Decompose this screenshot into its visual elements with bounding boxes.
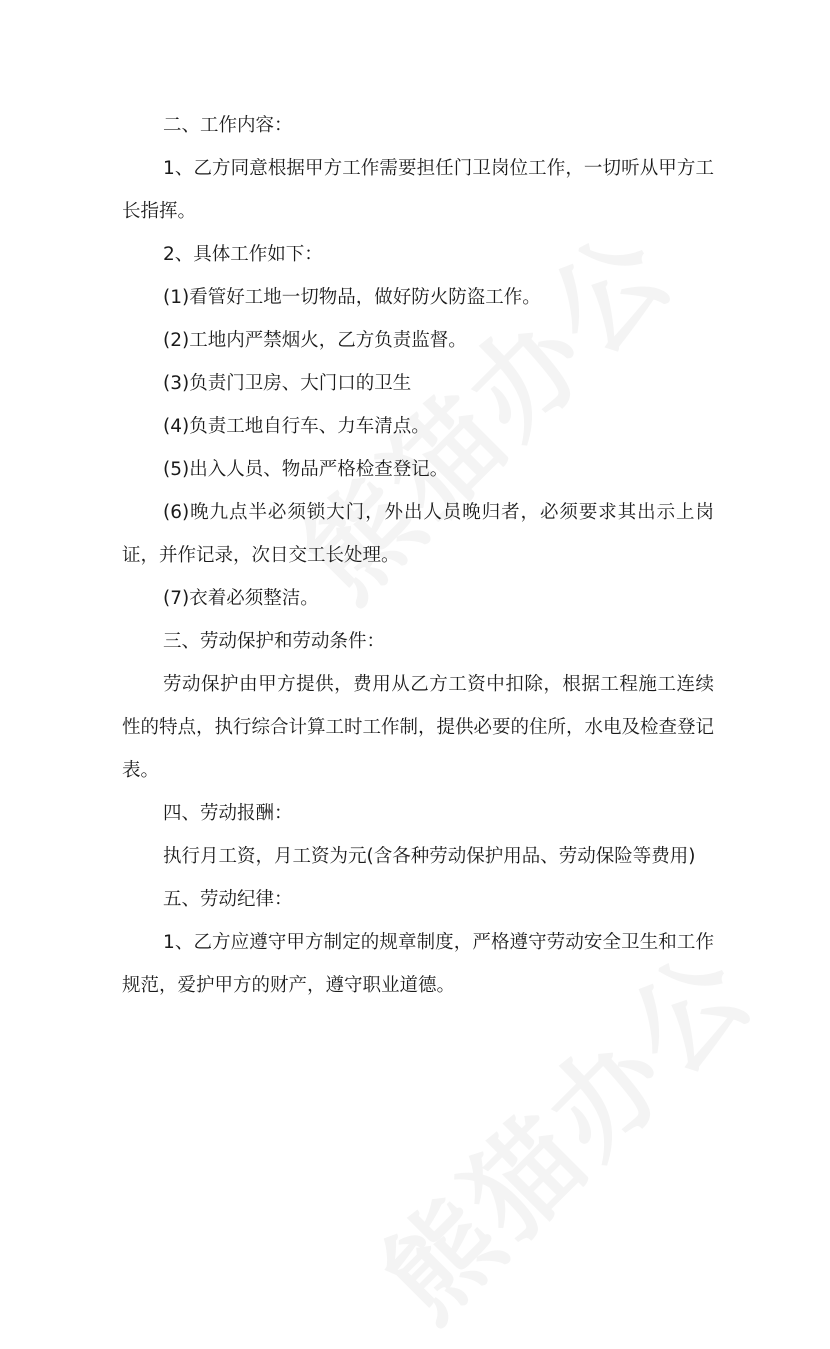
document-body [122,104,714,1007]
section-heading-labor-protection: 三、劳动保护和劳动条件： [163,631,386,652]
paragraph: 1、乙方同意根据甲方工作需要担任门卫岗位工作，一切听从甲方工长指挥。 [122,158,714,222]
list-item: (2)工地内严禁烟火，乙方负责监督。 [163,330,467,351]
list-item: (5)出入人员、物品严格检查登记。 [163,459,449,480]
list-item: (1)看管好工地一切物品，做好防火防盗工作。 [163,287,541,308]
section-heading-labor-discipline: 五、劳动纪律： [163,889,293,910]
section-heading-remuneration: 四、劳动报酬： [163,803,293,824]
paragraph: 2、具体工作如下： [163,244,323,265]
list-item: (4)负责工地自行车、力车清点。 [163,416,430,437]
section-heading-work-content: 二、工作内容： [163,115,293,136]
list-item: (3)负责门卫房、大门口的卫生 [163,373,412,394]
list-item: (6)晚九点半必须锁大门，外出人员晚归者，必须要求其出示上岗证，并作记录，次日交工长处理。 [122,502,714,566]
paragraph: 执行月工资，月工资为元(含各种劳动保护用品、劳动保险等费用) [163,846,696,867]
paragraph: 劳动保护由甲方提供，费用从乙方工资中扣除，根据工程施工连续性的特点，执行综合计算工时工作制，提供必要的住所，水电及检查登记表。 [122,674,715,781]
list-item: (7)衣着必须整洁。 [163,588,319,609]
paragraph: 1、乙方应遵守甲方制定的规章制度，严格遵守劳动安全卫生和工作规范，爱护甲方的财产，遵守职业道德。 [122,932,714,996]
